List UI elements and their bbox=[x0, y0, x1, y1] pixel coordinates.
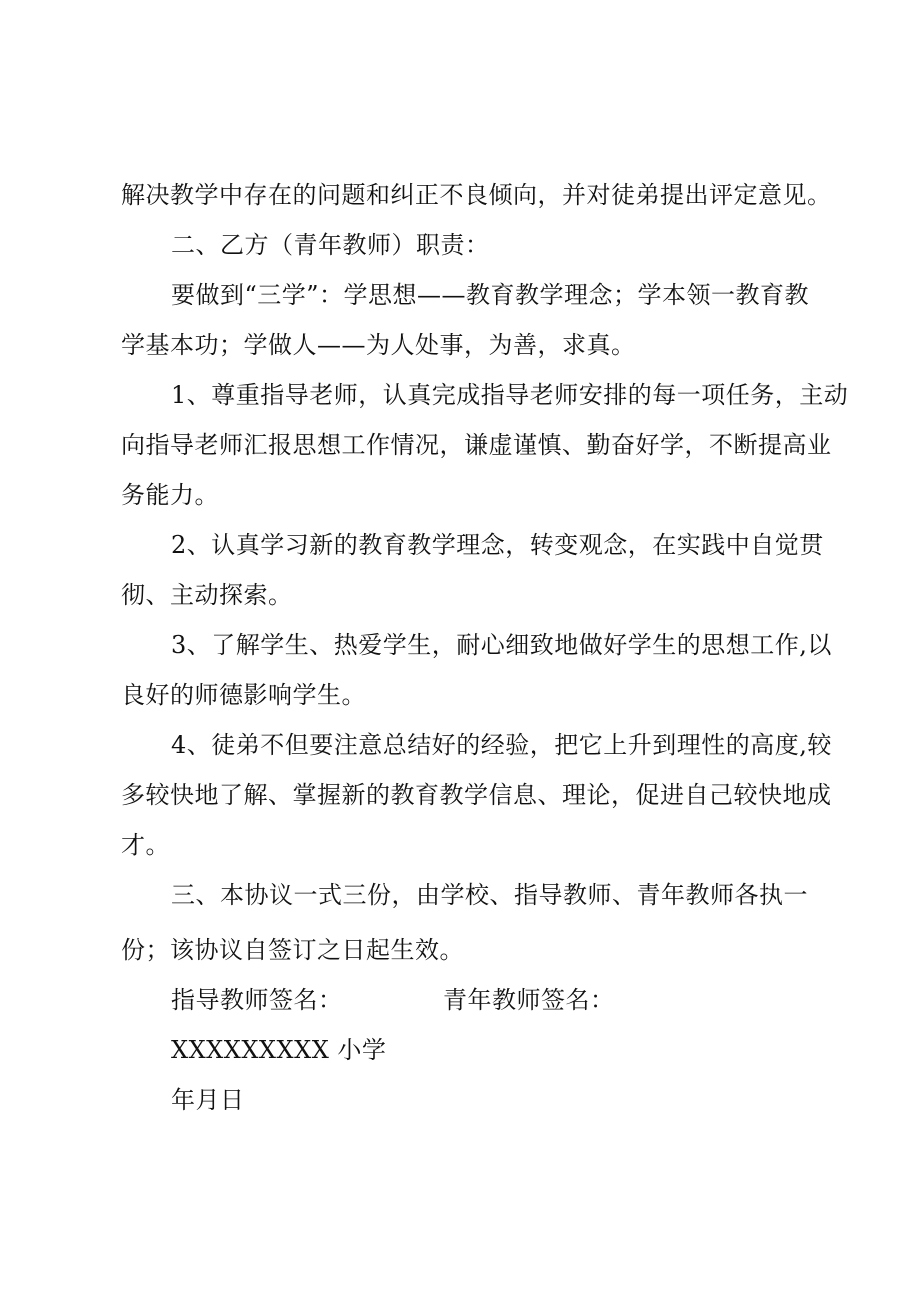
date-label: 年月日 bbox=[171, 1086, 245, 1114]
paragraph-line: 要做到“三学”：学思想——教育教学理念；学本领一教育教 bbox=[171, 281, 810, 309]
paragraph-line: 三、本协议一式三份，由学校、指导教师、青年教师各执一 bbox=[171, 881, 808, 909]
paragraph-line: 份；该协议自签订之日起生效。 bbox=[121, 936, 464, 964]
paragraph-line: 多较快地了解、掌握新的教育教学信息、理论，促进自己较快地成 bbox=[121, 781, 832, 809]
paragraph-line: 才。 bbox=[121, 831, 170, 859]
paragraph-line: 良好的师德影响学生。 bbox=[121, 681, 366, 709]
mentor-signature-label: 指导教师签名： bbox=[171, 986, 343, 1014]
paragraph-line: 务能力。 bbox=[121, 481, 219, 509]
school-name: XXXXXXXXX 小学 bbox=[171, 1036, 387, 1064]
paragraph-line: 向指导老师汇报思想工作情况，谦虚谨慎、勤奋好学，不断提高业 bbox=[121, 431, 832, 459]
paragraph-line: 彻、主动探索。 bbox=[121, 581, 293, 609]
paragraph-line: 3、了解学生、热爱学生，耐心细致地做好学生的思想工作,以 bbox=[171, 631, 832, 659]
paragraph-line: 2、认真学习新的教育教学理念，转变观念，在实践中自觉贯 bbox=[171, 531, 824, 559]
paragraph-line: 学基本功；学做人——为人处事，为善，求真。 bbox=[121, 331, 636, 359]
teacher-signature-label: 青年教师签名： bbox=[443, 986, 615, 1014]
paragraph-line: 解决教学中存在的问题和纠正不良倾向，并对徒弟提出评定意见。 bbox=[121, 181, 832, 209]
paragraph-line: 4、徒弟不但要注意总结好的经验，把它上升到理性的高度,较 bbox=[171, 731, 832, 759]
paragraph-line: 1、尊重指导老师，认真完成指导老师安排的每一项任务，主动 bbox=[171, 381, 849, 409]
section-heading: 二、乙方（青年教师）职责： bbox=[171, 231, 490, 259]
